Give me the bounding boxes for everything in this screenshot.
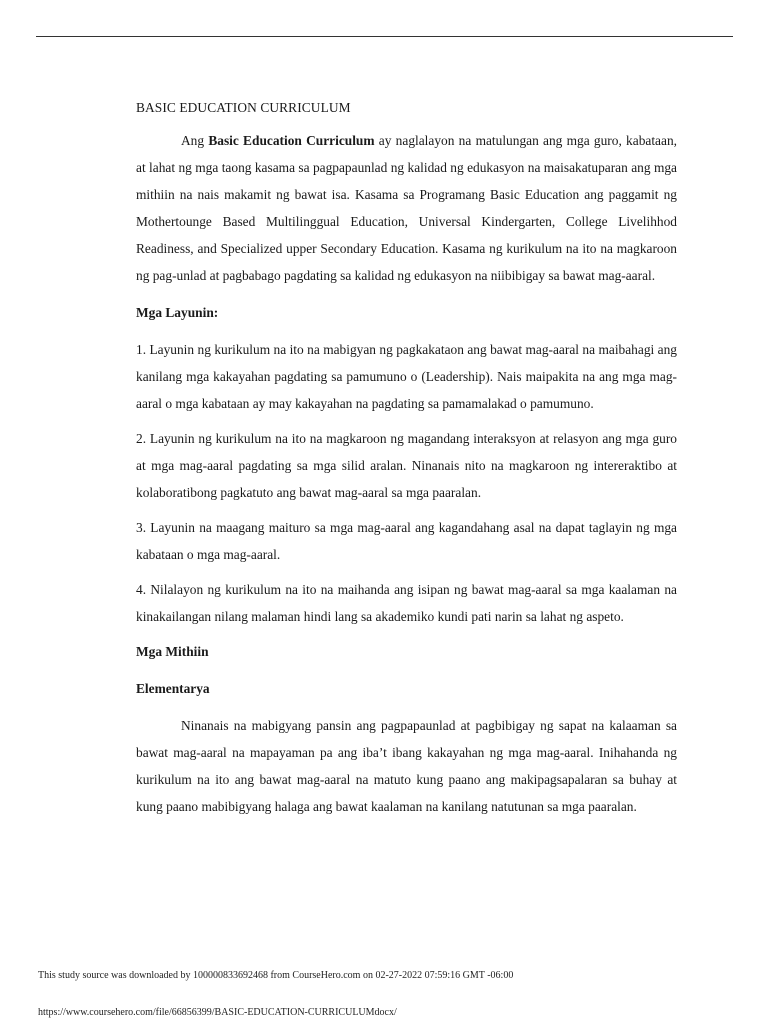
document-title: BASIC EDUCATION CURRICULUM [136,100,351,115]
goal-item-4: 4. Nilalayon ng kurikulum na ito na maihanda ang isipan ng bawat mag-aaral sa mga kaalaman na kinakailangan nilang malaman hindi lang sa akademiko kundi pati narin sa lahat ng aspeto. [136,582,677,624]
goal-item-1: 1. Layunin ng kurikulum na ito na mabigyan ng pagkakataon ang bawat mag-aaral na maibahagi ang kanilang mga kakayahan pagdating sa pamumuno o (Leadership). Nais maipakita na ang mga mag-aaral o mga kabataan ay may kakayahan na pagdating sa pamamalakad o pamumuno. [136,342,677,411]
intro-paragraph [136,127,677,289]
mithiin-heading: Mga Mithiin [136,644,209,659]
intro-bold-term: Basic Education Curriculum [208,133,375,148]
document-body [136,94,677,826]
goal-item-2: 2. Layunin ng kurikulum na ito na magkaroon ng magandang interaksyon at relasyon ang mga guro at mga mag-aaral pagdating sa mga silid aralan. Ninanais nito na magkaroon ng intereraktibo at kolaboratibong pagkatuto ang bawat mag-aaral sa mga paaralan. [136,431,677,500]
footer-url-link[interactable]: https://www.coursehero.com/file/66856399/BASIC-EDUCATION-CURRICULUMdocx/ [38,1007,397,1018]
intro-lead: Ang [181,133,209,148]
elementarya-heading: Elementarya [136,681,210,696]
goal-item-3: 3. Layunin na maagang maituro sa mga mag-aaral ang kagandahang asal na dapat taglayin ng mga kabataan o mga mag-aaral. [136,520,677,562]
intro-rest: ay naglalayon na matulungan ang mga guro, kabataan, at lahat ng mga taong kasama sa pagpapaunlad ng kalidad ng edukasyon na maisakatuparan ang mga mithiin na nais makamit ng bawat isa. Kasama sa Programang Basic Education ang paggamit ng Mothertounge Based Multilinggual Education, Universal Kindergarten, College Livelihhod Readiness, and Specialized upper Secondary Education. Kasama ng kurikulum na ito na magkaroon ng pag-unlad at pagbabago pagdating sa kalidad ng edukasyon na niibibigay sa bawat mag-aaral. [136,133,677,283]
layunin-heading: Mga Layunin: [136,305,219,320]
elementarya-paragraph: Ninanais na mabigyang pansin ang pagpapaunlad at pagbibigay ng sapat na kalaaman sa bawat mag-aaral na mapayaman pa ang iba’t ibang kakayahan ng mga mag-aaral. Inihahanda ng kurikulum na ito ang bawat mag-aaral na matuto kung paano ang makipagsapalaran sa buhay at kung paano mabibigyang halaga ang bawat kaalaman na kanilang natutunan sa mga paaralan. [136,718,677,814]
page-top-rule [36,36,733,37]
footer-source-note: This study source was downloaded by 100000833692468 from CourseHero.com on 02-27-2022 07:59:16 GMT -06:00 [38,970,514,981]
